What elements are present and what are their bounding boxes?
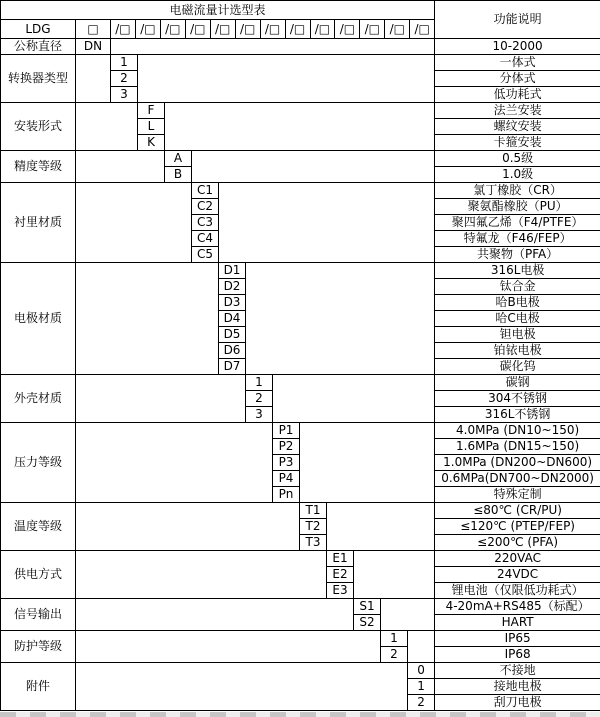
code-cell: K: [138, 135, 165, 151]
category-label: 外壳材质: [1, 375, 76, 423]
function-desc-cell: 4.0MPa (DN10~150): [435, 423, 600, 439]
code-cell: C1: [192, 183, 219, 199]
category-label: 公称直径: [1, 39, 76, 55]
function-desc-cell: 刮刀电极: [435, 695, 600, 711]
spacer-cell: [76, 551, 327, 599]
code-cell: E3: [327, 583, 354, 599]
function-desc-cell: 316L电极: [435, 263, 600, 279]
code-cell: E1: [327, 551, 354, 567]
code-cell: D3: [219, 295, 246, 311]
spacer-cell: [273, 375, 435, 423]
code-cell: P2: [273, 439, 300, 455]
function-desc-cell: 接地电极: [435, 679, 600, 695]
function-desc-cell: 1.6MPa (DN15~150): [435, 439, 600, 455]
code-cell: D4: [219, 311, 246, 327]
category-label: 电极材质: [1, 263, 76, 375]
code-cell: D7: [219, 359, 246, 375]
code-cell: 1: [246, 375, 273, 391]
spacer-cell: [246, 263, 435, 375]
function-desc-cell: 24VDC: [435, 567, 600, 583]
code-box-first: □: [76, 20, 111, 39]
function-desc-cell: 316L不锈钢: [435, 407, 600, 423]
code-cell: D2: [219, 279, 246, 295]
function-desc-cell: 螺纹安装: [435, 119, 600, 135]
code-cell: E2: [327, 567, 354, 583]
code-box: /□: [136, 20, 161, 38]
function-desc-cell: 220VAC: [435, 551, 600, 567]
code-cell: P1: [273, 423, 300, 439]
function-desc-cell: 特殊定制: [435, 487, 600, 503]
spacer-cell: [76, 375, 246, 423]
code-cell: Pn: [273, 487, 300, 503]
function-desc-cell: 卡箍安装: [435, 135, 600, 151]
function-desc-cell: 铂铱电极: [435, 343, 600, 359]
category-label: 防护等级: [1, 631, 76, 663]
spacer-cell: [192, 151, 435, 183]
code-cell: 2: [381, 647, 408, 663]
code-cell: 1: [381, 631, 408, 647]
code-cell: 2: [408, 695, 435, 711]
spacer-cell: [219, 183, 435, 263]
spacer-cell: [76, 631, 381, 663]
spacer-cell: [327, 503, 435, 551]
spacer-cell: [381, 599, 435, 631]
code-cell: P3: [273, 455, 300, 471]
function-desc-cell: IP68: [435, 647, 600, 663]
function-desc-cell: 氯丁橡胶（CR）: [435, 183, 600, 199]
code-box: /□: [186, 20, 211, 38]
spacer-cell: [76, 263, 219, 375]
category-label: 附件: [1, 663, 76, 711]
spacer-cell: [76, 599, 354, 631]
function-desc-cell: ≤120℃ (PTEP/FEP): [435, 519, 600, 535]
function-desc-cell: 法兰安装: [435, 103, 600, 119]
function-desc-cell: 共聚物（PFA）: [435, 247, 600, 263]
function-desc-cell: 4-20mA+RS485（标配）: [435, 599, 600, 615]
function-desc-cell: 1.0MPa (DN200~DN600): [435, 455, 600, 471]
function-desc-cell: 特氟龙（F46/FEP）: [435, 231, 600, 247]
code-box-row: [111, 20, 434, 38]
function-desc-cell: 哈B电极: [435, 295, 600, 311]
category-label: 安装形式: [1, 103, 76, 151]
code-cell: C3: [192, 215, 219, 231]
category-label: 供电方式: [1, 551, 76, 599]
code-cell: F: [138, 103, 165, 119]
spacer-cell: [111, 39, 435, 55]
code-cell: D6: [219, 343, 246, 359]
function-desc-cell: 一体式: [435, 55, 600, 71]
function-desc-cell: ≤200℃ (PFA): [435, 535, 600, 551]
function-desc-cell: 钽电极: [435, 327, 600, 343]
code-cell: C2: [192, 199, 219, 215]
code-cell: 0: [408, 663, 435, 679]
function-desc-cell: 哈C电极: [435, 311, 600, 327]
category-label: 压力等级: [1, 423, 76, 503]
spacer-cell: [76, 663, 408, 711]
function-desc-cell: 聚氨酯橡胶（PU）: [435, 199, 600, 215]
function-desc-cell: 0.6MPa(DN700~DN2000): [435, 471, 600, 487]
function-desc-cell: ≤80℃ (CR/PU): [435, 503, 600, 519]
function-desc-cell: 不接地: [435, 663, 600, 679]
code-cell: D1: [219, 263, 246, 279]
category-label: 衬里材质: [1, 183, 76, 263]
code-cell: 3: [111, 87, 138, 103]
table-title: 电磁流量计选型表: [1, 1, 435, 20]
model-code-prefix: LDG: [1, 20, 76, 39]
spacer-cell: [76, 423, 273, 503]
code-cell: C4: [192, 231, 219, 247]
code-cell: T3: [300, 535, 327, 551]
spacer-cell: [76, 503, 300, 551]
function-desc-cell: 低功耗式: [435, 87, 600, 103]
code-box: /□: [414, 21, 430, 36]
function-desc-cell: 1.0级: [435, 167, 600, 183]
spacer-cell: [408, 631, 435, 663]
spacer-cell: [300, 423, 435, 503]
category-label: 转换器类型: [1, 55, 76, 103]
function-desc-cell: 10-2000: [435, 39, 600, 55]
code-box: /□: [385, 20, 410, 38]
code-cell: 3: [246, 407, 273, 423]
code-cell: L: [138, 119, 165, 135]
function-desc-cell: 锂电池（仅限低功耗式）: [435, 583, 600, 599]
function-desc-cell: HART: [435, 615, 600, 631]
code-box: /□: [261, 20, 286, 38]
function-desc-cell: 聚四氟乙烯（F4/PTFE）: [435, 215, 600, 231]
code-box: /□: [335, 20, 360, 38]
function-desc-cell: 0.5级: [435, 151, 600, 167]
spacer-cell: [76, 183, 192, 263]
code-cell: A: [165, 151, 192, 167]
code-box: /□: [311, 20, 336, 38]
spacer-cell: [76, 151, 165, 183]
function-desc-cell: IP65: [435, 631, 600, 647]
code-cell: T1: [300, 503, 327, 519]
code-cell: S2: [354, 615, 381, 631]
code-cell: C5: [192, 247, 219, 263]
code-cell: T2: [300, 519, 327, 535]
code-cell: 1: [408, 679, 435, 695]
code-cell: 1: [111, 55, 138, 71]
code-box: /□: [211, 20, 236, 38]
category-label: 信号输出: [1, 599, 76, 631]
code-cell: 2: [111, 71, 138, 87]
function-desc-cell: 钛合金: [435, 279, 600, 295]
code-cell: D5: [219, 327, 246, 343]
function-desc-cell: 碳化钨: [435, 359, 600, 375]
code-box: /□: [161, 20, 186, 38]
code-cell: P4: [273, 471, 300, 487]
code-box: /□: [286, 20, 311, 38]
code-box: /□: [111, 20, 136, 38]
function-column-header: 功能说明: [435, 1, 600, 39]
code-box-strip: [111, 20, 435, 39]
spacer-cell: [76, 55, 111, 103]
code-box: /□: [236, 20, 261, 38]
page-bottom-strip: [0, 712, 600, 717]
category-label: 精度等级: [1, 151, 76, 183]
category-label: 温度等级: [1, 503, 76, 551]
code-box: /□: [360, 20, 385, 38]
code-cell: DN: [76, 39, 111, 55]
spacer-cell: [76, 103, 138, 151]
code-cell: 2: [246, 391, 273, 407]
function-desc-cell: 304不锈钢: [435, 391, 600, 407]
function-desc-cell: 分体式: [435, 71, 600, 87]
spacer-cell: [138, 55, 435, 103]
function-desc-cell: 碳钢: [435, 375, 600, 391]
code-cell: B: [165, 167, 192, 183]
spacer-cell: [165, 103, 435, 151]
spacer-cell: [354, 551, 435, 599]
code-cell: S1: [354, 599, 381, 615]
